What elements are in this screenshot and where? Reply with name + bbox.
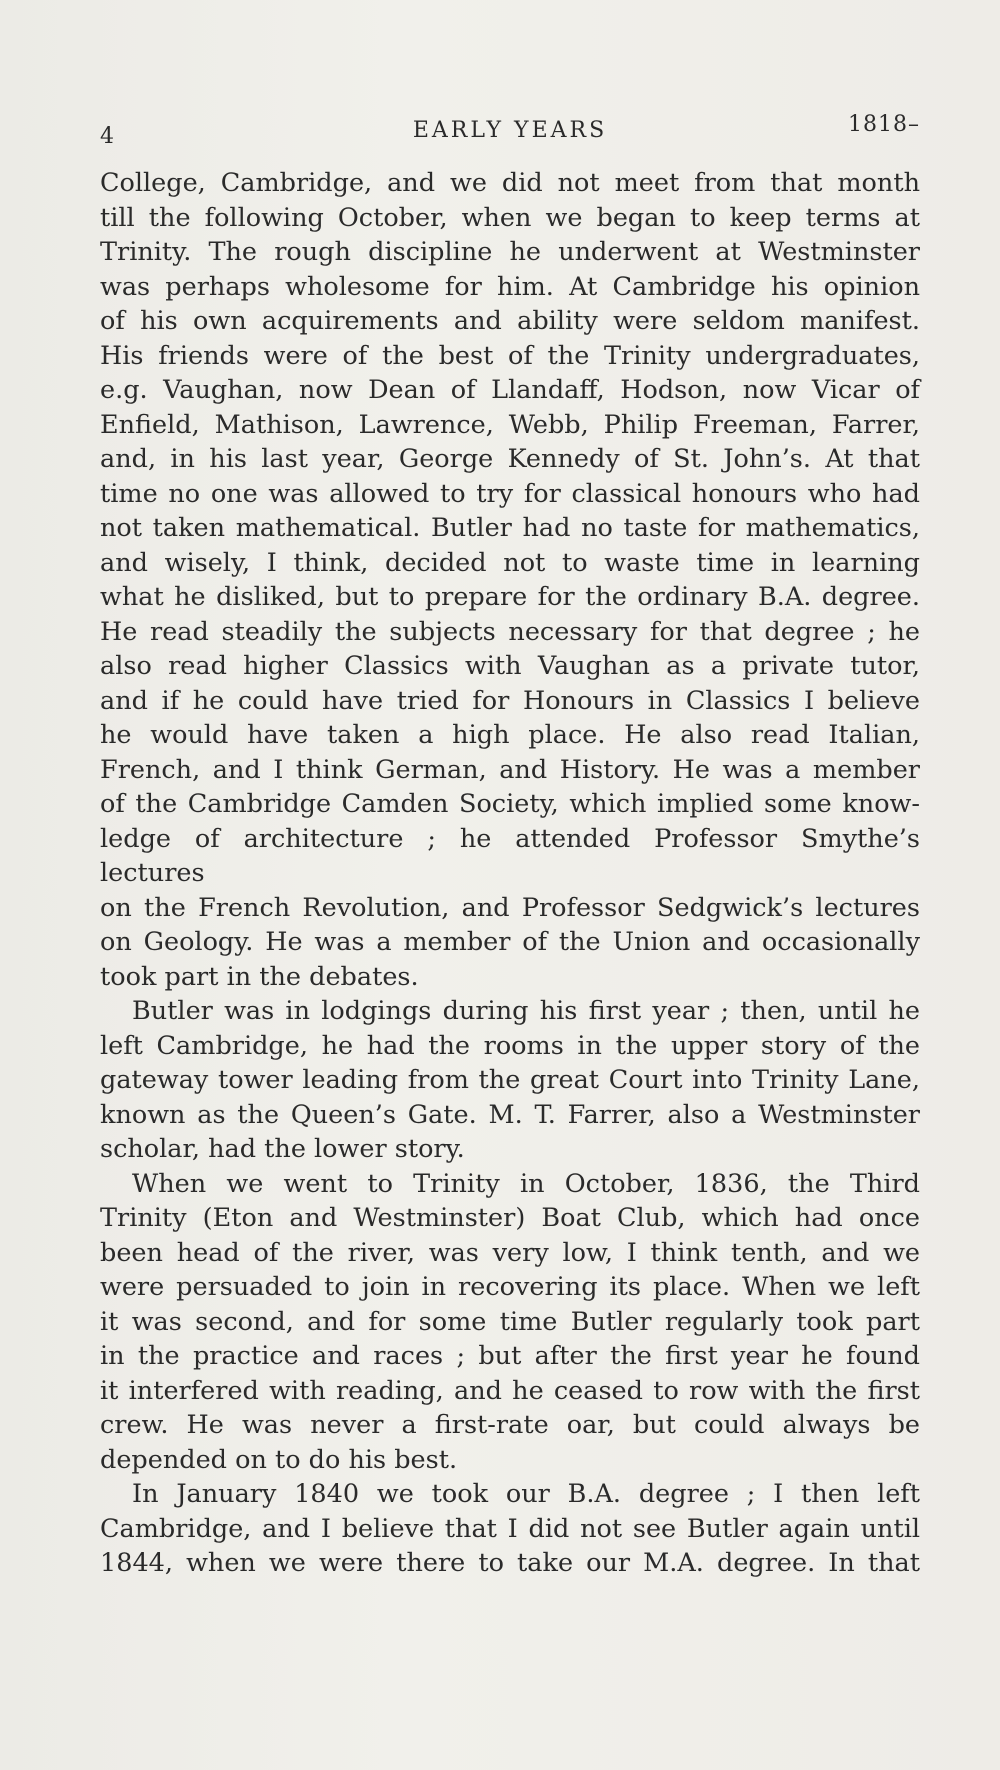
running-year: 1818– (848, 112, 920, 137)
paragraph-1 (100, 166, 920, 994)
text-line: were persuaded to join in recovering its place. When we left (100, 1272, 920, 1302)
text-line: scholar, had the lower story. (100, 1134, 465, 1164)
text-line: gateway tower leading from the great Court into Trinity Lane, (100, 1065, 920, 1095)
text-line: and wisely, I think, decided not to waste time in learning (100, 547, 920, 578)
text-line: also read higher Classics with Vaughan as a private tutor, (100, 651, 920, 681)
text-line: and, in his last year, George Kennedy of St. John’s. At that (100, 444, 920, 474)
paragraph-3 (100, 1167, 920, 1478)
text-line: on the French Revolution, and Professor Sedgwick’s lectures (100, 892, 920, 923)
text-line: time no one was allowed to try for classical honours who had (100, 478, 920, 509)
page-header (100, 112, 920, 152)
text-line: he would have taken a high place. He also read Italian, (100, 720, 920, 750)
text-line: not taken mathematical. Butler had no taste for mathematics, (100, 513, 920, 543)
text-line: He read steadily the subjects necessary for that degree ; he (100, 616, 920, 647)
text-line: was perhaps wholesome for him. At Cambridge his opinion (100, 271, 920, 302)
text-line: e.g. Vaughan, now Dean of Llandaff, Hodson, now Vicar of (100, 375, 920, 405)
page-number: 4 (100, 124, 115, 149)
paragraph-2 (100, 994, 920, 1167)
text-line: Trinity (Eton and Westminster) Boat Club, which had once (100, 1203, 920, 1233)
page-body (100, 166, 920, 1581)
text-line: till the following October, when we began to keep terms at (100, 202, 920, 233)
text-line: took part in the debates. (100, 961, 419, 992)
text-line: crew. He was never a first-rate oar, but could always be (100, 1410, 920, 1440)
text-line: Butler was in lodgings during his first year ; then, until he (132, 996, 920, 1026)
text-line: College, Cambridge, and we did not meet from that month (100, 168, 920, 198)
text-line: His friends were of the best of the Trinity undergraduates, (100, 340, 920, 371)
text-line: known as the Queen’s Gate. M. T. Farrer, also a Westminster (100, 1099, 920, 1130)
text-line: it interfered with reading, and he ceased to row with the first (100, 1375, 920, 1406)
text-line: on Geology. He was a member of the Union and occasionally (100, 927, 920, 957)
text-line: When we went to Trinity in October, 1836, the Third (132, 1168, 920, 1199)
text-line: of his own acquirements and ability were seldom manifest. (100, 306, 920, 336)
text-line: it was second, and for some time Butler regularly took part (100, 1306, 920, 1337)
text-line: left Cambridge, he had the rooms in the upper story of the (100, 1030, 920, 1061)
text-line: ledge of architecture ; he attended Professor Smythe’s lectures (100, 823, 920, 888)
text-line: In January 1840 we took our B.A. degree ; I then left (132, 1479, 920, 1509)
text-line: Enfield, Mathison, Lawrence, Webb, Philip Freeman, Farrer, (100, 409, 920, 440)
text-line: 1844, when we were there to take our M.A. degree. In that (100, 1548, 920, 1578)
text-line: and if he could have tried for Honours in Classics I believe (100, 685, 920, 716)
running-head: EARLY YEARS (412, 118, 608, 143)
text-line: French, and I think German, and History. He was a member (100, 754, 920, 785)
text-line: Cambridge, and I believe that I did not see Butler again until (100, 1513, 920, 1544)
paragraph-4 (100, 1477, 920, 1581)
text-line: what he disliked, but to prepare for the ordinary B.A. degree. (100, 582, 920, 612)
text-line: depended on to do his best. (100, 1444, 458, 1475)
text-line: been head of the river, was very low, I think tenth, and we (100, 1237, 920, 1268)
text-line: of the Cambridge Camden Society, which implied some know- (100, 789, 920, 819)
text-line: Trinity. The rough discipline he underwent at Westminster (100, 237, 920, 267)
text-line: in the practice and races ; but after the first year he found (100, 1341, 920, 1371)
